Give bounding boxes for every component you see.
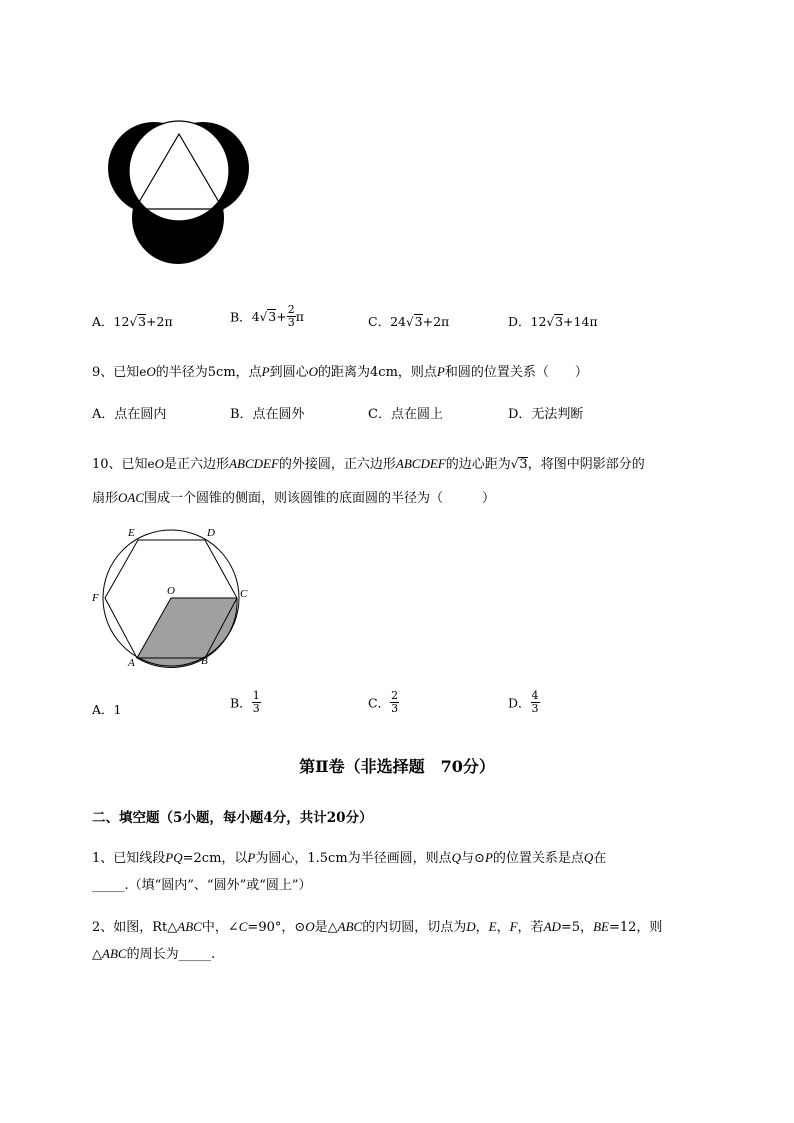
fraction: $\frac{2}{3}$ [391, 689, 399, 715]
q8-option-d[interactable]: D．12√3+14π [508, 314, 598, 329]
label-e: E [128, 527, 135, 539]
option-letter: D． [508, 314, 531, 329]
q10-option-a[interactable]: A．1 [92, 702, 122, 717]
coef: 24 [390, 314, 406, 329]
fill-question-2-line2: △ABC的周长为_____. [92, 946, 216, 962]
term: +2π [422, 314, 450, 329]
label-a: A [128, 657, 135, 669]
term: π [295, 309, 304, 324]
q8-option-a[interactable]: A．12√3+2π [92, 314, 173, 329]
q10-option-d[interactable]: D． $\frac{4}{3}$ [508, 689, 539, 715]
option-letter: A． [92, 314, 114, 329]
question-9-stem: 9、已知eO的半径为5cm，点P到圆心O的距离为4cm，则点P和圆的位置关系（ ） [92, 364, 588, 380]
radicand: 3 [138, 314, 147, 329]
label-c: C [240, 588, 248, 600]
label-b: B [201, 655, 208, 667]
option-letter: B． [230, 309, 252, 325]
label-d: D [207, 527, 215, 539]
q9-option-d[interactable]: D．无法判断 [508, 407, 584, 422]
main-circle [129, 121, 229, 221]
q10-option-c[interactable]: C． $\frac{2}{3}$ [368, 689, 399, 715]
plus: + [276, 309, 287, 324]
fill-question-2-line1: 2、如图，Rt△ABC中，∠C=90°，⊙O是△ABC的内切圆，切点为D，E，F，若AD=5，BE=12，则 [92, 919, 663, 935]
q9-option-b[interactable]: B．点在圆外 [230, 407, 305, 422]
coef: 12 [113, 314, 130, 329]
shaded-sector-oac [137, 598, 237, 667]
radicand: 3 [414, 314, 423, 329]
label-f: F [92, 592, 99, 604]
q8-option-b[interactable]: B．4√3+ $\frac{2}{3}$ π [230, 303, 304, 329]
question-10-stem-line1: 10、已知eO是正六边形ABCDEF的外接圆，正六边形ABCDEF的边心距为√3，将图中阴影部分的 [92, 456, 645, 472]
hexagon-circle-figure [88, 522, 256, 672]
part-heading: 二、填空题（5小题，每小题4分，共计20分） [92, 810, 373, 826]
q8-option-c[interactable]: C．24√3+2π [368, 314, 450, 329]
term: +14π [563, 314, 598, 329]
term: +2π [146, 314, 173, 329]
fill-question-1-line2: _____.（填“圆内”、“圆外”或“圆上”） [92, 878, 312, 893]
option-letter: C． [368, 314, 391, 329]
coef: 4 [251, 309, 260, 324]
section-title: 第Ⅱ卷（非选择题 70分） [299, 757, 495, 776]
radicand: 3 [555, 314, 564, 329]
fraction: $\frac{4}{3}$ [531, 689, 539, 715]
fill-question-1-line1: 1、已知线段PQ=2cm，以P为圆心，1.5cm为半径画圆，则点Q与⊙P的位置关系是点Q在 [92, 850, 607, 866]
q10-option-b[interactable]: B． $\frac{1}{3}$ [230, 689, 260, 715]
fraction: $\frac{1}{3}$ [252, 689, 260, 715]
q9-option-a[interactable]: A．点在圆内 [92, 407, 167, 422]
coef: 12 [530, 314, 547, 329]
radicand: 3 [268, 309, 277, 324]
three-crescents-triangle-figure [100, 118, 260, 270]
fraction: $\frac{2}{3}$ [287, 303, 295, 329]
label-o: O [167, 585, 175, 597]
q9-option-c[interactable]: C．点在圆上 [368, 407, 443, 422]
question-10-stem-line2: 扇形OAC围成一个圆锥的侧面，则该圆锥的底面圆的半径为（ ） [92, 490, 496, 506]
